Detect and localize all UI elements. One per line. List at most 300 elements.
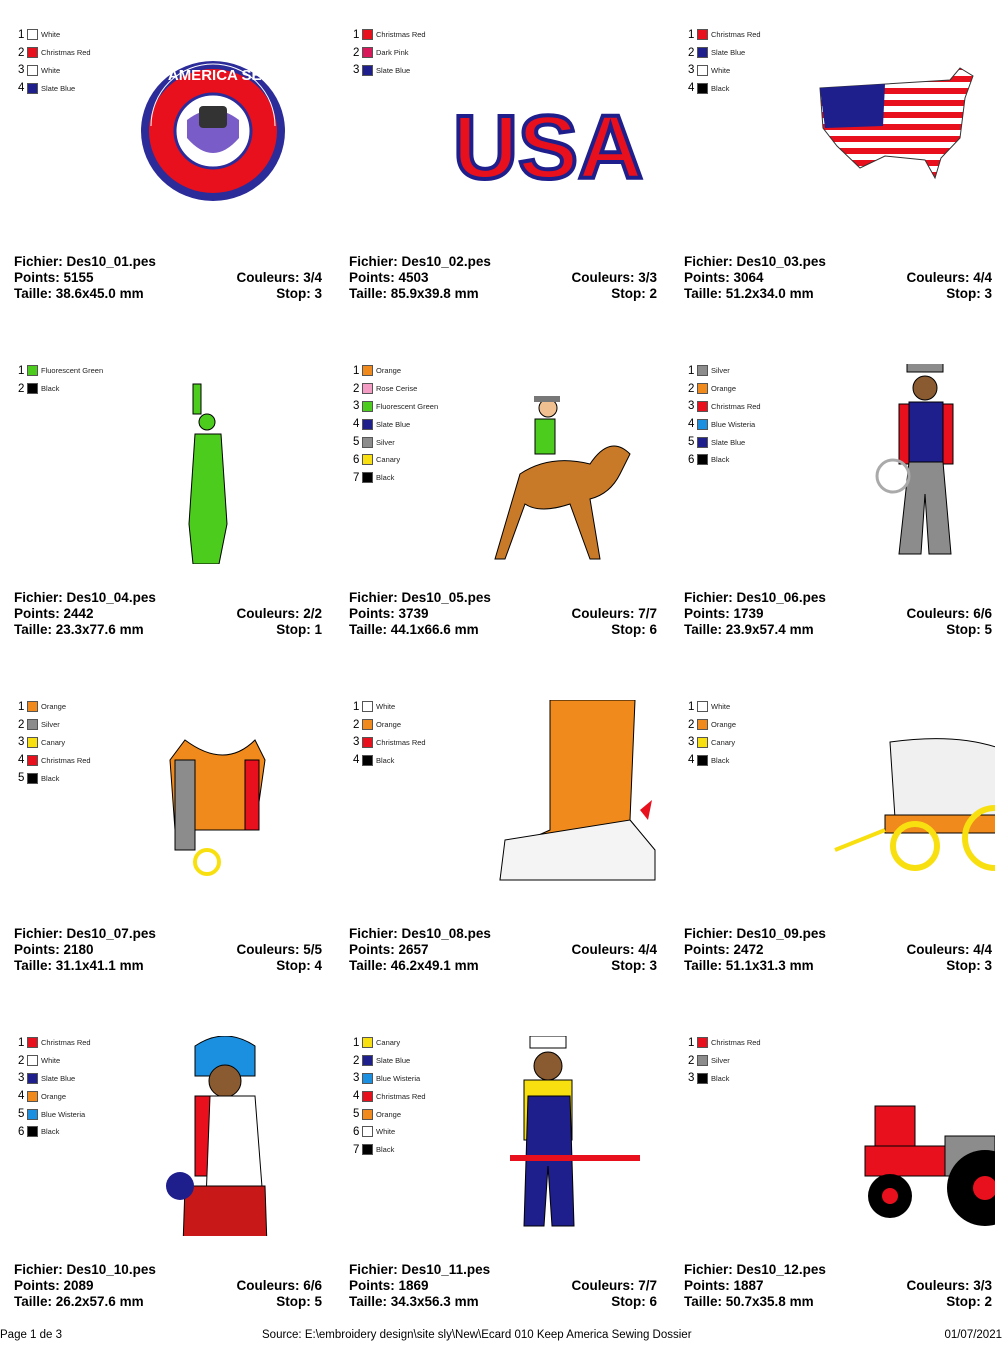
palette-entry (18, 716, 91, 734)
design-info (684, 926, 992, 974)
thread-swatch (697, 29, 708, 40)
palette-entry (18, 380, 103, 398)
thread-name: Blue Wisteria (711, 419, 756, 429)
thread-swatch (27, 719, 38, 730)
thread-swatch (362, 701, 373, 712)
farmer-icon (430, 1036, 660, 1236)
thread-name: Black (41, 773, 60, 783)
palette-entry (353, 433, 438, 451)
palette-entry (18, 44, 91, 62)
design-card (0, 0, 335, 336)
design-card (335, 336, 670, 672)
palette-entry (353, 362, 438, 380)
palette-entry (353, 698, 426, 716)
palette-index: 3 (688, 736, 695, 749)
palette-index: 6 (18, 1125, 25, 1138)
points-count: Points: 1869 (349, 1278, 429, 1293)
palette-index: 1 (18, 28, 25, 41)
palette-entry (18, 1123, 91, 1141)
palette-index: 3 (688, 64, 695, 77)
palette-entry (353, 751, 426, 769)
design-preview (765, 700, 995, 900)
thread-name: Silver (711, 1056, 730, 1066)
stop-count: Stop: 1 (276, 622, 322, 637)
palette-index: 2 (353, 46, 360, 59)
palette-index: 3 (18, 64, 25, 77)
palette-entry (688, 415, 761, 433)
design-preview (430, 1036, 660, 1236)
design-preview (95, 364, 325, 564)
palette-entry (353, 734, 426, 752)
thread-swatch (27, 47, 38, 58)
palette-index: 1 (353, 364, 360, 377)
thread-palette (18, 26, 91, 97)
palette-entry (688, 79, 761, 97)
thread-swatch (697, 1073, 708, 1084)
file-name: Fichier: Des10_08.pes (349, 926, 491, 941)
colors-count: Couleurs: 4/4 (571, 942, 657, 957)
palette-entry (353, 716, 426, 734)
palette-entry (353, 380, 438, 398)
thread-name: Black (41, 1127, 60, 1137)
design-preview (430, 28, 660, 228)
palette-index: 5 (688, 436, 695, 449)
palette-entry (688, 751, 736, 769)
design-info (349, 1262, 657, 1310)
palette-entry (688, 451, 761, 469)
palette-index: 3 (18, 736, 25, 749)
thread-swatch (697, 1055, 708, 1066)
palette-index: 7 (353, 1143, 360, 1156)
thread-swatch (27, 755, 38, 766)
palette-index: 6 (688, 453, 695, 466)
palette-index: 5 (353, 436, 360, 449)
thread-swatch (362, 719, 373, 730)
thread-swatch (697, 719, 708, 730)
file-name: Fichier: Des10_01.pes (14, 254, 156, 269)
colors-count: Couleurs: 3/4 (236, 270, 322, 285)
thread-swatch (362, 365, 373, 376)
palette-entry (18, 79, 91, 97)
design-info (684, 1262, 992, 1310)
usa-text-icon (430, 28, 660, 228)
thread-name: Black (711, 83, 730, 93)
palette-index: 2 (18, 1054, 25, 1067)
thread-name: Orange (711, 384, 737, 394)
design-info (349, 590, 657, 638)
thread-name: Silver (376, 437, 395, 447)
palette-entry (353, 1105, 426, 1123)
palette-index: 5 (18, 772, 25, 785)
points-count: Points: 2657 (349, 942, 429, 957)
file-name: Fichier: Des10_09.pes (684, 926, 826, 941)
palette-index: 3 (353, 400, 360, 413)
thread-swatch (697, 383, 708, 394)
design-info (14, 926, 322, 974)
design-preview (765, 28, 995, 228)
design-preview (765, 364, 995, 564)
design-info (684, 254, 992, 302)
thread-swatch (362, 472, 373, 483)
thread-name: Black (376, 755, 395, 765)
file-name: Fichier: Des10_10.pes (14, 1262, 156, 1277)
thread-swatch (362, 1037, 373, 1048)
points-count: Points: 5155 (14, 270, 94, 285)
palette-index: 2 (688, 718, 695, 731)
thread-name: Slate Blue (711, 437, 746, 447)
cowboy-icon (765, 364, 995, 564)
thread-swatch (697, 701, 708, 712)
pioneer-woman-icon (95, 1036, 325, 1236)
design-card (670, 1008, 1005, 1344)
palette-index: 3 (688, 400, 695, 413)
palette-entry (18, 1034, 91, 1052)
palette-entry (353, 451, 438, 469)
thread-name: White (41, 30, 61, 40)
keep-america-sewing-badge-icon (95, 28, 325, 228)
palette-entry (18, 62, 91, 80)
palette-index: 3 (353, 1072, 360, 1085)
thread-name: Black (376, 473, 395, 483)
design-size: Taille: 31.1x41.1 mm (14, 958, 144, 973)
palette-entry (688, 734, 736, 752)
thread-name: Christmas Red (711, 1038, 761, 1048)
file-name: Fichier: Des10_06.pes (684, 590, 826, 605)
saddle-icon (95, 700, 325, 900)
svg-text:USA: USA (452, 98, 644, 198)
design-card (335, 1008, 670, 1344)
file-name: Fichier: Des10_02.pes (349, 254, 491, 269)
palette-entry (353, 62, 426, 80)
design-card (670, 672, 1005, 1008)
palette-entry (18, 1070, 91, 1088)
palette-entry (688, 362, 761, 380)
palette-entry (688, 62, 761, 80)
design-card (670, 336, 1005, 672)
thread-name: Orange (376, 366, 402, 376)
colors-count: Couleurs: 5/5 (236, 942, 322, 957)
palette-entry (18, 26, 91, 44)
design-card (0, 336, 335, 672)
cowboy-boot-icon (430, 700, 660, 900)
thread-swatch (697, 755, 708, 766)
palette-entry (353, 1123, 426, 1141)
points-count: Points: 4503 (349, 270, 429, 285)
palette-index: 2 (18, 382, 25, 395)
thread-name: Orange (41, 702, 67, 712)
design-preview (95, 700, 325, 900)
colors-count: Couleurs: 3/3 (906, 1278, 992, 1293)
thread-name: Silver (41, 720, 60, 730)
palette-index: 3 (688, 1072, 695, 1085)
thread-name: Christmas Red (376, 1091, 426, 1101)
tractor-icon (765, 1036, 995, 1236)
file-name: Fichier: Des10_03.pes (684, 254, 826, 269)
design-info (684, 590, 992, 638)
palette-index: 7 (353, 471, 360, 484)
palette-index: 1 (353, 700, 360, 713)
design-size: Taille: 34.3x56.3 mm (349, 1294, 479, 1309)
palette-entry (353, 1070, 426, 1088)
thread-name: White (376, 1127, 396, 1137)
colors-count: Couleurs: 2/2 (236, 606, 322, 621)
thread-palette (353, 1034, 426, 1159)
thread-name: Black (376, 1145, 395, 1155)
palette-index: 1 (353, 1036, 360, 1049)
covered-wagon-icon (765, 700, 995, 900)
design-info (14, 590, 322, 638)
points-count: Points: 2180 (14, 942, 94, 957)
thread-name: Orange (41, 1091, 67, 1101)
thread-swatch (697, 401, 708, 412)
palette-entry (353, 44, 426, 62)
thread-swatch (362, 1055, 373, 1066)
palette-index: 2 (353, 1054, 360, 1067)
thread-palette (353, 362, 438, 487)
thread-name: Slate Blue (41, 83, 76, 93)
file-name: Fichier: Des10_07.pes (14, 926, 156, 941)
palette-index: 4 (18, 754, 25, 767)
thread-swatch (362, 1091, 373, 1102)
palette-entry (688, 1034, 761, 1052)
palette-index: 6 (353, 453, 360, 466)
palette-entry (18, 769, 91, 787)
thread-swatch (697, 83, 708, 94)
palette-index: 2 (688, 382, 695, 395)
design-info (349, 926, 657, 974)
thread-swatch (362, 1073, 373, 1084)
palette-entry (353, 1141, 426, 1159)
stop-count: Stop: 6 (611, 1294, 657, 1309)
design-preview (430, 364, 660, 564)
thread-name: Blue Wisteria (376, 1073, 421, 1083)
design-info (14, 254, 322, 302)
palette-entry (18, 751, 91, 769)
thread-swatch (362, 437, 373, 448)
thread-name: Christmas Red (41, 48, 91, 58)
thread-swatch (362, 47, 373, 58)
palette-entry (353, 398, 438, 416)
design-size: Taille: 51.2x34.0 mm (684, 286, 814, 301)
thread-swatch (27, 365, 38, 376)
palette-index: 2 (353, 718, 360, 731)
thread-name: Black (711, 755, 730, 765)
thread-name: Christmas Red (711, 30, 761, 40)
points-count: Points: 2442 (14, 606, 94, 621)
palette-entry (353, 26, 426, 44)
points-count: Points: 1887 (684, 1278, 764, 1293)
thread-swatch (27, 1126, 38, 1137)
palette-entry (688, 1070, 761, 1088)
palette-entry (353, 415, 438, 433)
palette-entry (18, 1105, 91, 1123)
thread-swatch (697, 65, 708, 76)
thread-palette (18, 1034, 91, 1141)
design-card (335, 672, 670, 1008)
thread-swatch (27, 65, 38, 76)
thread-palette (353, 26, 426, 79)
thread-name: Christmas Red (376, 30, 426, 40)
stop-count: Stop: 5 (276, 1294, 322, 1309)
stop-count: Stop: 5 (946, 622, 992, 637)
palette-index: 3 (353, 64, 360, 77)
thread-swatch (362, 755, 373, 766)
thread-name: Dark Pink (376, 48, 409, 58)
thread-name: Fluorescent Green (376, 401, 439, 411)
thread-name: White (41, 1056, 61, 1066)
palette-index: 1 (353, 28, 360, 41)
thread-name: Orange (376, 1109, 402, 1119)
points-count: Points: 1739 (684, 606, 764, 621)
palette-index: 3 (353, 736, 360, 749)
points-count: Points: 2472 (684, 942, 764, 957)
file-name: Fichier: Des10_04.pes (14, 590, 156, 605)
thread-swatch (27, 1037, 38, 1048)
thread-swatch (697, 47, 708, 58)
thread-name: Canary (41, 737, 66, 747)
thread-swatch (27, 83, 38, 94)
design-card (0, 672, 335, 1008)
palette-index: 3 (18, 1072, 25, 1085)
thread-swatch (697, 437, 708, 448)
design-size: Taille: 44.1x66.6 mm (349, 622, 479, 637)
page-number: Page 1 de 3 (0, 1329, 63, 1341)
colors-count: Couleurs: 4/4 (906, 270, 992, 285)
thread-name: Slate Blue (41, 1073, 76, 1083)
file-name: Fichier: Des10_12.pes (684, 1262, 826, 1277)
thread-name: Black (41, 384, 60, 394)
colors-count: Couleurs: 3/3 (571, 270, 657, 285)
thread-name: Canary (376, 1038, 401, 1048)
thread-name: Blue Wisteria (41, 1109, 86, 1119)
design-info (14, 1262, 322, 1310)
palette-entry (18, 1087, 91, 1105)
palette-index: 6 (353, 1125, 360, 1138)
thread-name: Silver (711, 366, 730, 376)
palette-index: 2 (353, 382, 360, 395)
design-size: Taille: 50.7x35.8 mm (684, 1294, 814, 1309)
thread-swatch (362, 454, 373, 465)
thread-swatch (27, 1091, 38, 1102)
thread-swatch (362, 1126, 373, 1137)
thread-swatch (362, 1109, 373, 1120)
thread-palette (353, 698, 426, 769)
palette-entry (688, 698, 736, 716)
palette-index: 1 (688, 28, 695, 41)
source-path: Source: E:\embroidery design\site sly\New\Ecard 010 Keep America Sewing Dossier (262, 1329, 692, 1341)
thread-swatch (362, 419, 373, 430)
design-size: Taille: 51.1x31.3 mm (684, 958, 814, 973)
design-size: Taille: 26.2x57.6 mm (14, 1294, 144, 1309)
palette-entry (18, 1052, 91, 1070)
thread-name: Rose Cerise (376, 384, 418, 394)
thread-swatch (27, 701, 38, 712)
thread-name: Canary (376, 455, 401, 465)
palette-index: 4 (688, 82, 695, 95)
thread-swatch (697, 419, 708, 430)
file-name: Fichier: Des10_11.pes (349, 1262, 491, 1277)
palette-index: 4 (688, 754, 695, 767)
thread-name: Canary (711, 737, 736, 747)
thread-swatch (362, 737, 373, 748)
thread-name: White (711, 65, 731, 75)
stop-count: Stop: 3 (946, 286, 992, 301)
thread-palette (688, 26, 761, 97)
palette-index: 1 (18, 1036, 25, 1049)
statue-of-liberty-icon (95, 364, 325, 564)
thread-swatch (362, 1144, 373, 1155)
colors-count: Couleurs: 7/7 (571, 606, 657, 621)
design-preview (430, 700, 660, 900)
palette-entry (353, 1087, 426, 1105)
palette-index: 1 (688, 1036, 695, 1049)
thread-swatch (697, 737, 708, 748)
palette-entry (353, 469, 438, 487)
thread-swatch (27, 1055, 38, 1066)
thread-palette (688, 362, 761, 469)
thread-name: Orange (376, 720, 402, 730)
palette-entry (353, 1052, 426, 1070)
design-size: Taille: 23.9x57.4 mm (684, 622, 814, 637)
thread-name: White (376, 702, 396, 712)
colors-count: Couleurs: 6/6 (906, 606, 992, 621)
design-size: Taille: 46.2x49.1 mm (349, 958, 479, 973)
design-card (670, 0, 1005, 336)
thread-name: Slate Blue (376, 65, 411, 75)
design-preview (95, 1036, 325, 1236)
palette-entry (688, 1052, 761, 1070)
thread-swatch (697, 1037, 708, 1048)
palette-index: 2 (688, 1054, 695, 1067)
design-preview (95, 28, 325, 228)
thread-name: White (711, 702, 731, 712)
thread-name: Christmas Red (711, 401, 761, 411)
thread-swatch (697, 365, 708, 376)
palette-entry (18, 734, 91, 752)
palette-index: 4 (18, 82, 25, 95)
thread-palette (688, 1034, 761, 1087)
palette-entry (688, 26, 761, 44)
file-name: Fichier: Des10_05.pes (349, 590, 491, 605)
palette-index: 4 (353, 418, 360, 431)
thread-name: Black (711, 455, 730, 465)
thread-palette (688, 698, 736, 769)
thread-name: Christmas Red (41, 1038, 91, 1048)
design-card (0, 1008, 335, 1344)
palette-entry (688, 398, 761, 416)
palette-index: 1 (688, 700, 695, 713)
thread-name: Fluorescent Green (41, 366, 104, 376)
thread-name: Christmas Red (376, 737, 426, 747)
thread-name: Christmas Red (41, 755, 91, 765)
svg-text:KEEP AMERICA SEWING: KEEP AMERICA SEWING (123, 67, 303, 84)
thread-palette (18, 698, 91, 787)
us-flag-map-icon (765, 28, 995, 228)
points-count: Points: 2089 (14, 1278, 94, 1293)
palette-entry (688, 380, 761, 398)
print-date: 01/07/2021 (944, 1329, 1002, 1341)
colors-count: Couleurs: 7/7 (571, 1278, 657, 1293)
thread-name: Black (711, 1073, 730, 1083)
thread-swatch (362, 383, 373, 394)
thread-name: White (41, 65, 61, 75)
stop-count: Stop: 2 (611, 286, 657, 301)
thread-name: Orange (711, 720, 737, 730)
palette-index: 1 (688, 364, 695, 377)
design-size: Taille: 23.3x77.6 mm (14, 622, 144, 637)
palette-entry (18, 362, 103, 380)
palette-index: 4 (353, 1090, 360, 1103)
